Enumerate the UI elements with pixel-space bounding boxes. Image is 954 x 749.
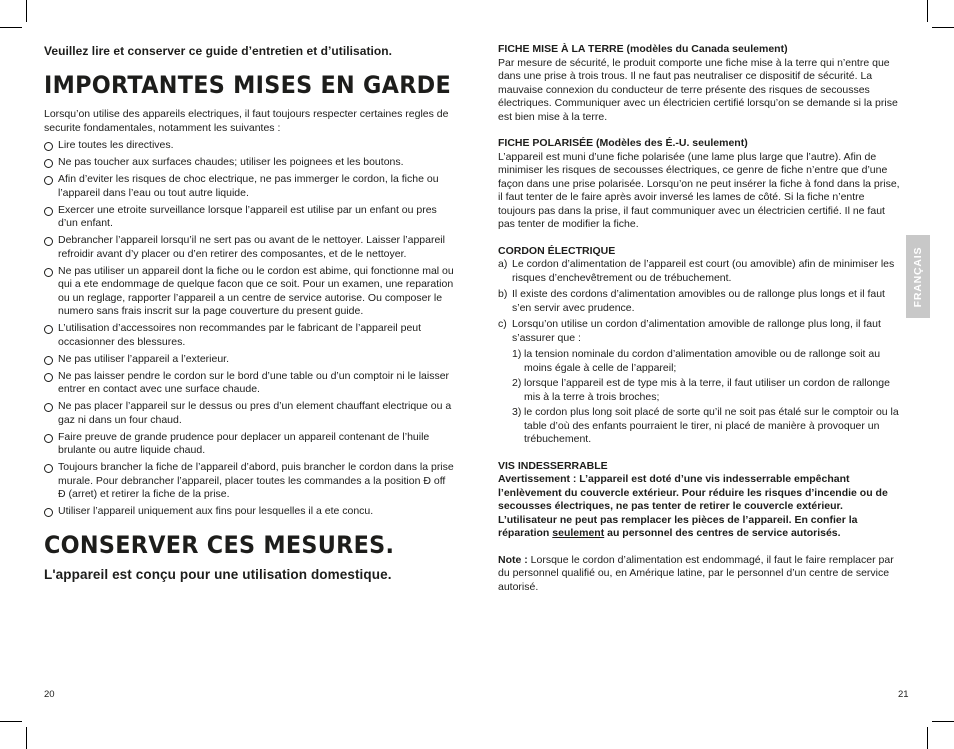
list-item-text: Lire toutes les directives.	[58, 139, 174, 151]
circle-bullet-icon	[44, 403, 53, 412]
list-item	[44, 139, 454, 153]
list-item	[44, 322, 454, 349]
list-item-text: le cordon plus long soit placé de sorte qu’il ne soit pas étalé sur le comptoir ou la table d’où des enfants pourraient le tirer, ni placé de manière à provoquer un trébuchement.	[524, 406, 899, 445]
note-text	[498, 554, 900, 595]
list-item	[498, 258, 900, 285]
sublist-item	[512, 406, 900, 447]
warning-text-emphasis: seulement	[552, 527, 605, 539]
list-marker: a)	[498, 258, 508, 270]
list-item	[44, 173, 454, 200]
list-item	[498, 288, 900, 315]
circle-bullet-icon	[44, 464, 53, 473]
crop-mark	[932, 27, 954, 28]
list-item	[44, 370, 454, 397]
list-item-text: lorsque l’appareil est de type mis à la terre, il faut utiliser un cordon de rallonge mis à la terre à trois broches;	[524, 377, 890, 403]
section-heading: CORDON ÉLECTRIQUE	[498, 244, 616, 257]
list-item	[498, 318, 900, 447]
sublist-item	[512, 348, 900, 375]
list-item-text: Toujours brancher la fiche de l’appareil d’abord, puis brancher le cordon dans la prise murale. Pour debrancher l’appareil, placer toutes les commandes a la position Ð off Ð (arret) et retirer la fiche de la prise.	[58, 461, 454, 500]
list-item	[44, 156, 454, 170]
page-number-left: 20	[44, 689, 55, 700]
circle-bullet-icon	[44, 325, 53, 334]
list-item-text: Utiliser l’appareil uniquement aux fins pour lesquelles il a ete concu.	[58, 505, 374, 517]
lead-paragraph: Lorsqu’on utilise des appareils electriques, il faut toujours respecter certaines regles de securite fondamentales, notamment les suivantes :	[44, 108, 449, 134]
list-item-text: Ne pas laisser pendre le cordon sur le bord d’une table ou d’un comptoir ni le laisser entrer en contact avec une surface chaude.	[58, 369, 450, 395]
list-marker: b)	[498, 288, 508, 300]
list-item-text: Ne pas utiliser un appareil dont la fiche ou le cordon est abime, qui fonctionne mal ou qui a ete endommage de quelque facon que ce soit. Pour un examen, une reparation ou un reglage, rapporter l’appareil a un centre de service autorise. Ou composer le numero sans frais inscrit sur la page couverture du present guide.	[58, 264, 454, 317]
circle-bullet-icon	[44, 373, 53, 382]
crop-mark	[0, 721, 22, 722]
crop-mark	[927, 0, 928, 22]
list-item-text: Il existe des cordons d’alimentation amovibles ou de rallonge plus longs et il faut s’en servir avec prudence.	[512, 288, 885, 314]
section-heading: FICHE POLARISÉE (Modèles des É.-U. seulement)	[498, 137, 748, 149]
safety-list	[44, 139, 454, 519]
list-marker: c)	[498, 318, 507, 330]
intro-line: Veuillez lire et conserver ce guide d’entretien et d’utilisation.	[44, 44, 393, 58]
list-item-text: Ne pas placer l’appareil sur le dessus ou pres d’un element chauffant electrique ou a gaz ni dans un four chaud.	[58, 400, 452, 426]
list-item	[44, 431, 454, 458]
list-item-text: la tension nominale du cordon d’alimentation amovible ou de rallonge soit au moins égale à celle de l’appareil;	[524, 348, 881, 374]
warning-text-start: Avertissement : L’appareil est doté d’une vis indesserrable empêchant l’enlèvement du couvercle extérieur. Pour réduire les risques d’incendie ou de secousses électriques, ne pas tenter de retirer le couvercle extérieur. L’utilisateur ne peut pas remplacer les pièces de l’appareil. En confier la réparation	[498, 473, 888, 539]
tamper-screw-section	[498, 460, 900, 541]
cord-sublist	[512, 348, 900, 447]
list-item-text: Lorsqu’on utilise un cordon d’alimentation amovible de rallonge plus long, il faut s’assurer que :	[512, 318, 881, 344]
list-item-text: Ne pas toucher aux surfaces chaudes; utiliser les poignees et les boutons.	[58, 156, 404, 168]
circle-bullet-icon	[44, 508, 53, 517]
note-body: Lorsque le cordon d’alimentation est endommagé, il faut le faire remplacer par du personnel qualifié ou, en Amérique latine, par le personnel d’un centre de service autorisé.	[498, 553, 894, 593]
list-item	[44, 265, 454, 319]
crop-mark	[0, 27, 22, 28]
note-section	[498, 554, 900, 595]
list-item-text: Le cordon d’alimentation de l’appareil est court (ou amovible) afin de minimiser les risques d’enchevêtrement ou de trébuchement.	[512, 258, 895, 284]
section-heading: VIS INDESSERRABLE	[498, 459, 608, 472]
list-item	[44, 234, 454, 261]
list-item-text: Debrancher l’appareil lorsqu’il ne sert pas ou avant de le nettoyer. Laisser l’appareil refroidir avant d’y placer ou d’en retirer des composantes, et de le nettoyer.	[58, 234, 445, 260]
circle-bullet-icon	[44, 356, 53, 365]
section-text: L’appareil est muni d’une fiche polarisée (une lame plus large que l’autre). Afin de minimiser les risques de secousses électriques, ce genre de fiche n’entre que d’une façon dans une prise polarisée. Lorsqu’on ne peut insérer la fiche à fond dans la prise, il faut tenter de le faire après avoir inversé les lames de côté. Si la fiche n’entre toujours pas dans la prise, il faut communiquer avec un électricien certifié. Il ne faut pas tenter de modifier la fiche.	[498, 150, 900, 230]
polarized-plug-section	[498, 137, 900, 232]
list-item-text: Exercer une etroite surveillance lorsque l’appareil est utilise par un enfant ou pres d’un enfant.	[58, 203, 437, 229]
list-item	[44, 353, 454, 367]
list-item	[44, 505, 454, 519]
list-item-text: Faire preuve de grande prudence pour deplacer un appareil contenant de l’huile brulante ou autre liquide chaud.	[58, 430, 430, 456]
language-tab-label: FRANÇAIS	[912, 246, 924, 307]
cord-list	[498, 258, 900, 447]
list-item	[44, 204, 454, 231]
circle-bullet-icon	[44, 142, 53, 151]
warning-text-end: au personnel des centres de service autorisés.	[604, 527, 841, 539]
crop-mark	[927, 727, 928, 749]
grounded-plug-section	[498, 43, 900, 124]
circle-bullet-icon	[44, 268, 53, 277]
page-number-right: 21	[898, 689, 909, 700]
circle-bullet-icon	[44, 159, 53, 168]
list-item	[44, 400, 454, 427]
list-item	[44, 461, 454, 502]
list-item-text: Afin d’eviter les risques de choc electrique, ne pas immerger le cordon, la fiche ou l’appareil dans l’eau ou tout autre liquide.	[58, 173, 439, 199]
warning-text	[498, 473, 900, 541]
household-use-note: L'appareil est conçu pour une utilisation domestique.	[44, 566, 392, 582]
list-marker: 3)	[512, 406, 522, 418]
page-title: IMPORTANTES MISES EN GARDE	[44, 71, 451, 99]
list-item-text: Ne pas utiliser l’appareil a l’exterieur.	[58, 352, 229, 365]
section-heading: FICHE MISE À LA TERRE (modèles du Canada seulement)	[498, 43, 788, 55]
sublist-item	[512, 377, 900, 404]
right-page	[498, 43, 900, 607]
crop-mark	[26, 0, 27, 22]
crop-mark	[932, 721, 954, 722]
list-item-text: L’utilisation d’accessoires non recommandes par le fabricant de l’appareil peut occasionner des blessures.	[58, 322, 422, 348]
power-cord-section	[498, 245, 900, 447]
note-label: Note :	[498, 553, 528, 566]
circle-bullet-icon	[44, 434, 53, 443]
list-marker: 1)	[512, 348, 522, 360]
circle-bullet-icon	[44, 176, 53, 185]
crop-mark	[26, 727, 27, 749]
list-marker: 2)	[512, 377, 522, 389]
save-instructions-title: CONSERVER CES MESURES.	[44, 530, 395, 559]
left-page	[44, 44, 454, 582]
circle-bullet-icon	[44, 207, 53, 216]
language-tab	[906, 235, 930, 318]
section-text: Par mesure de sécurité, le produit comporte une fiche mise à la terre qui n’entre que dans une prise à trois trous. Il ne faut pas neutraliser ce dispositif de sécurité. La mauvaise connexion du conducteur de terre présente des risques de secousses électriques. Communiquer avec un électricien certifié lorsqu’on se demande si la prise est bien mise à la terre.	[498, 56, 898, 123]
circle-bullet-icon	[44, 237, 53, 246]
